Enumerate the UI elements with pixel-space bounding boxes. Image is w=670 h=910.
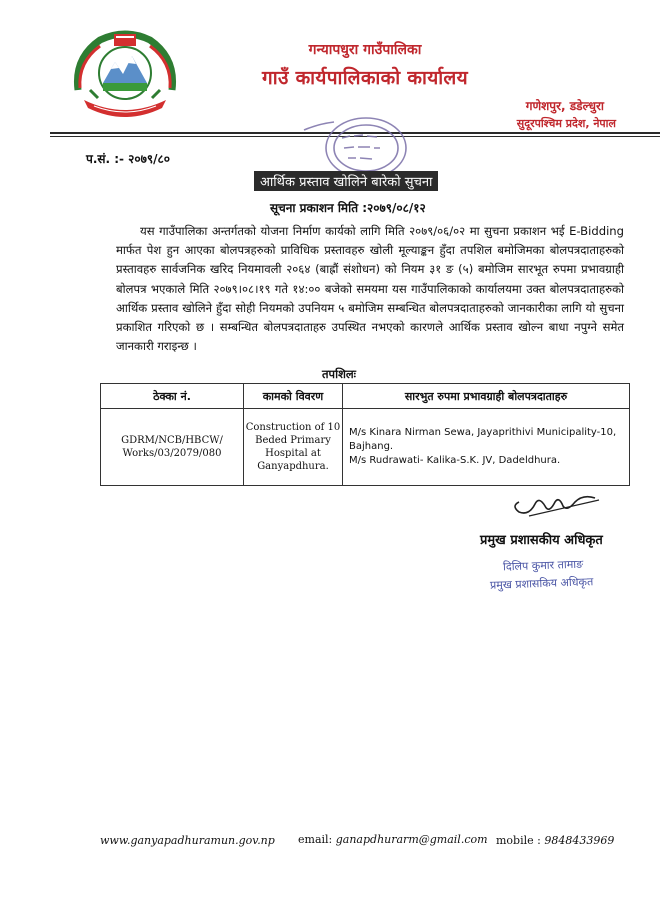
footer-email [298,833,488,846]
contract-no-cell: GDRM/NCB/HBCW/ Works/03/2079/080 [101,409,244,486]
signatory-stamp-designation: प्रमुख प्रशासकिय अधिकृत [489,575,594,592]
footer-mobile [496,834,614,847]
office-name: गाउँ कार्यपालिकाको कार्यालय [262,67,468,89]
header-bidders: सारभुत रुपमा प्रभावग्राही बोलपत्रदाताहरु [343,384,630,409]
address-line-2: सुदूरपश्चिम प्रदेश, नेपाल [516,117,616,130]
footer-website: www.ganyapadhuramun.gov.np [100,834,275,847]
footer-email-value: ganapdhurarm@gmail.com [335,833,488,846]
signature-icon [505,490,605,520]
header-work-description: कामको विवरण [244,384,343,409]
address-line-1: गणेशपुर, डडेल्धुरा [525,99,604,113]
nepal-emblem-icon [70,28,180,123]
notice-body: यस गाउँपालिका अन्तर्गतको योजना निर्माण कार्यको लागि मिति २०७९/०६/०२ मा सुचना प्रकाशन भई E-Bidding मार्फत पेश हुन आएका बोलपत्रहरुको प्राविधिक प्रस्तावहरु खोली मूल्याङ्कन हुँदा तपशिल बमोजिमका बोलपत्रदाताहरुको प्रस्तावहरु सार्वजनिक खरिद नियमावली २०६४ (बाह्रौं संशोधन) को नियम ३१ ङ (५) बमोजिम सारभूत रुपमा प्रभावग्राही बोलपत्र भएकाले मिति २०७९।०८।१९ गते १४:०० बजेको समयमा यस गाउँपालिकाको कार्यालयमा उक्त बोलपत्रदाताहरुको आर्थिक प्रस्ताव खोलिने हुँदा सोही नियमको उपनियम ५ बमोजिम सम्बन्धित बोलपत्रदाताहरुको जानकारीका लागि यो सुचना प्रकाशित गरिएको छ । सम्बन्धित बोलपत्रदाताहरु उपस्थित नभएको कारणले आर्थिक प्रस्ताव खोल्न बाधा नपुग्ने समेत जानकारी गराइन्छ । [116,224,624,354]
bidders-cell [343,409,630,486]
footer-email-label: email: [298,833,336,846]
footer-mobile-value: 9848433969 [544,834,615,847]
signatory-title: प्रमुख प्रशासकीय अधिकृत [480,533,603,548]
bidder-1: M/s Kinara Nirman Sewa, Jayaprithivi Municipality-10, Bajhang. [349,427,617,452]
municipality-name: गन्यापधुरा गाउँपालिका [308,42,422,58]
signatory-stamp-name: दिलिप कुमार तामाङ [502,557,584,574]
table-row [101,409,630,486]
details-table [100,383,630,486]
reference-number: प.सं. :- २०७९/८० [86,152,171,166]
work-description-cell: Construction of 10 Beded Primary Hospital at Ganyapdhura. [244,409,343,486]
footer-mobile-label: mobile : [496,834,545,847]
header-contract-no: ठेक्का नं. [101,384,244,409]
details-label: तपशिलः [322,367,357,381]
publication-date: सूचना प्रकाशन मिति :२०७९/०८/१२ [270,201,426,215]
table-header-row [101,384,630,409]
notice-title: आर्थिक प्रस्ताव खोलिने बारेको सुचना [254,171,438,191]
bidder-2: M/s Rudrawati- Kalika-S.K. JV, Dadeldhura. [349,455,561,466]
